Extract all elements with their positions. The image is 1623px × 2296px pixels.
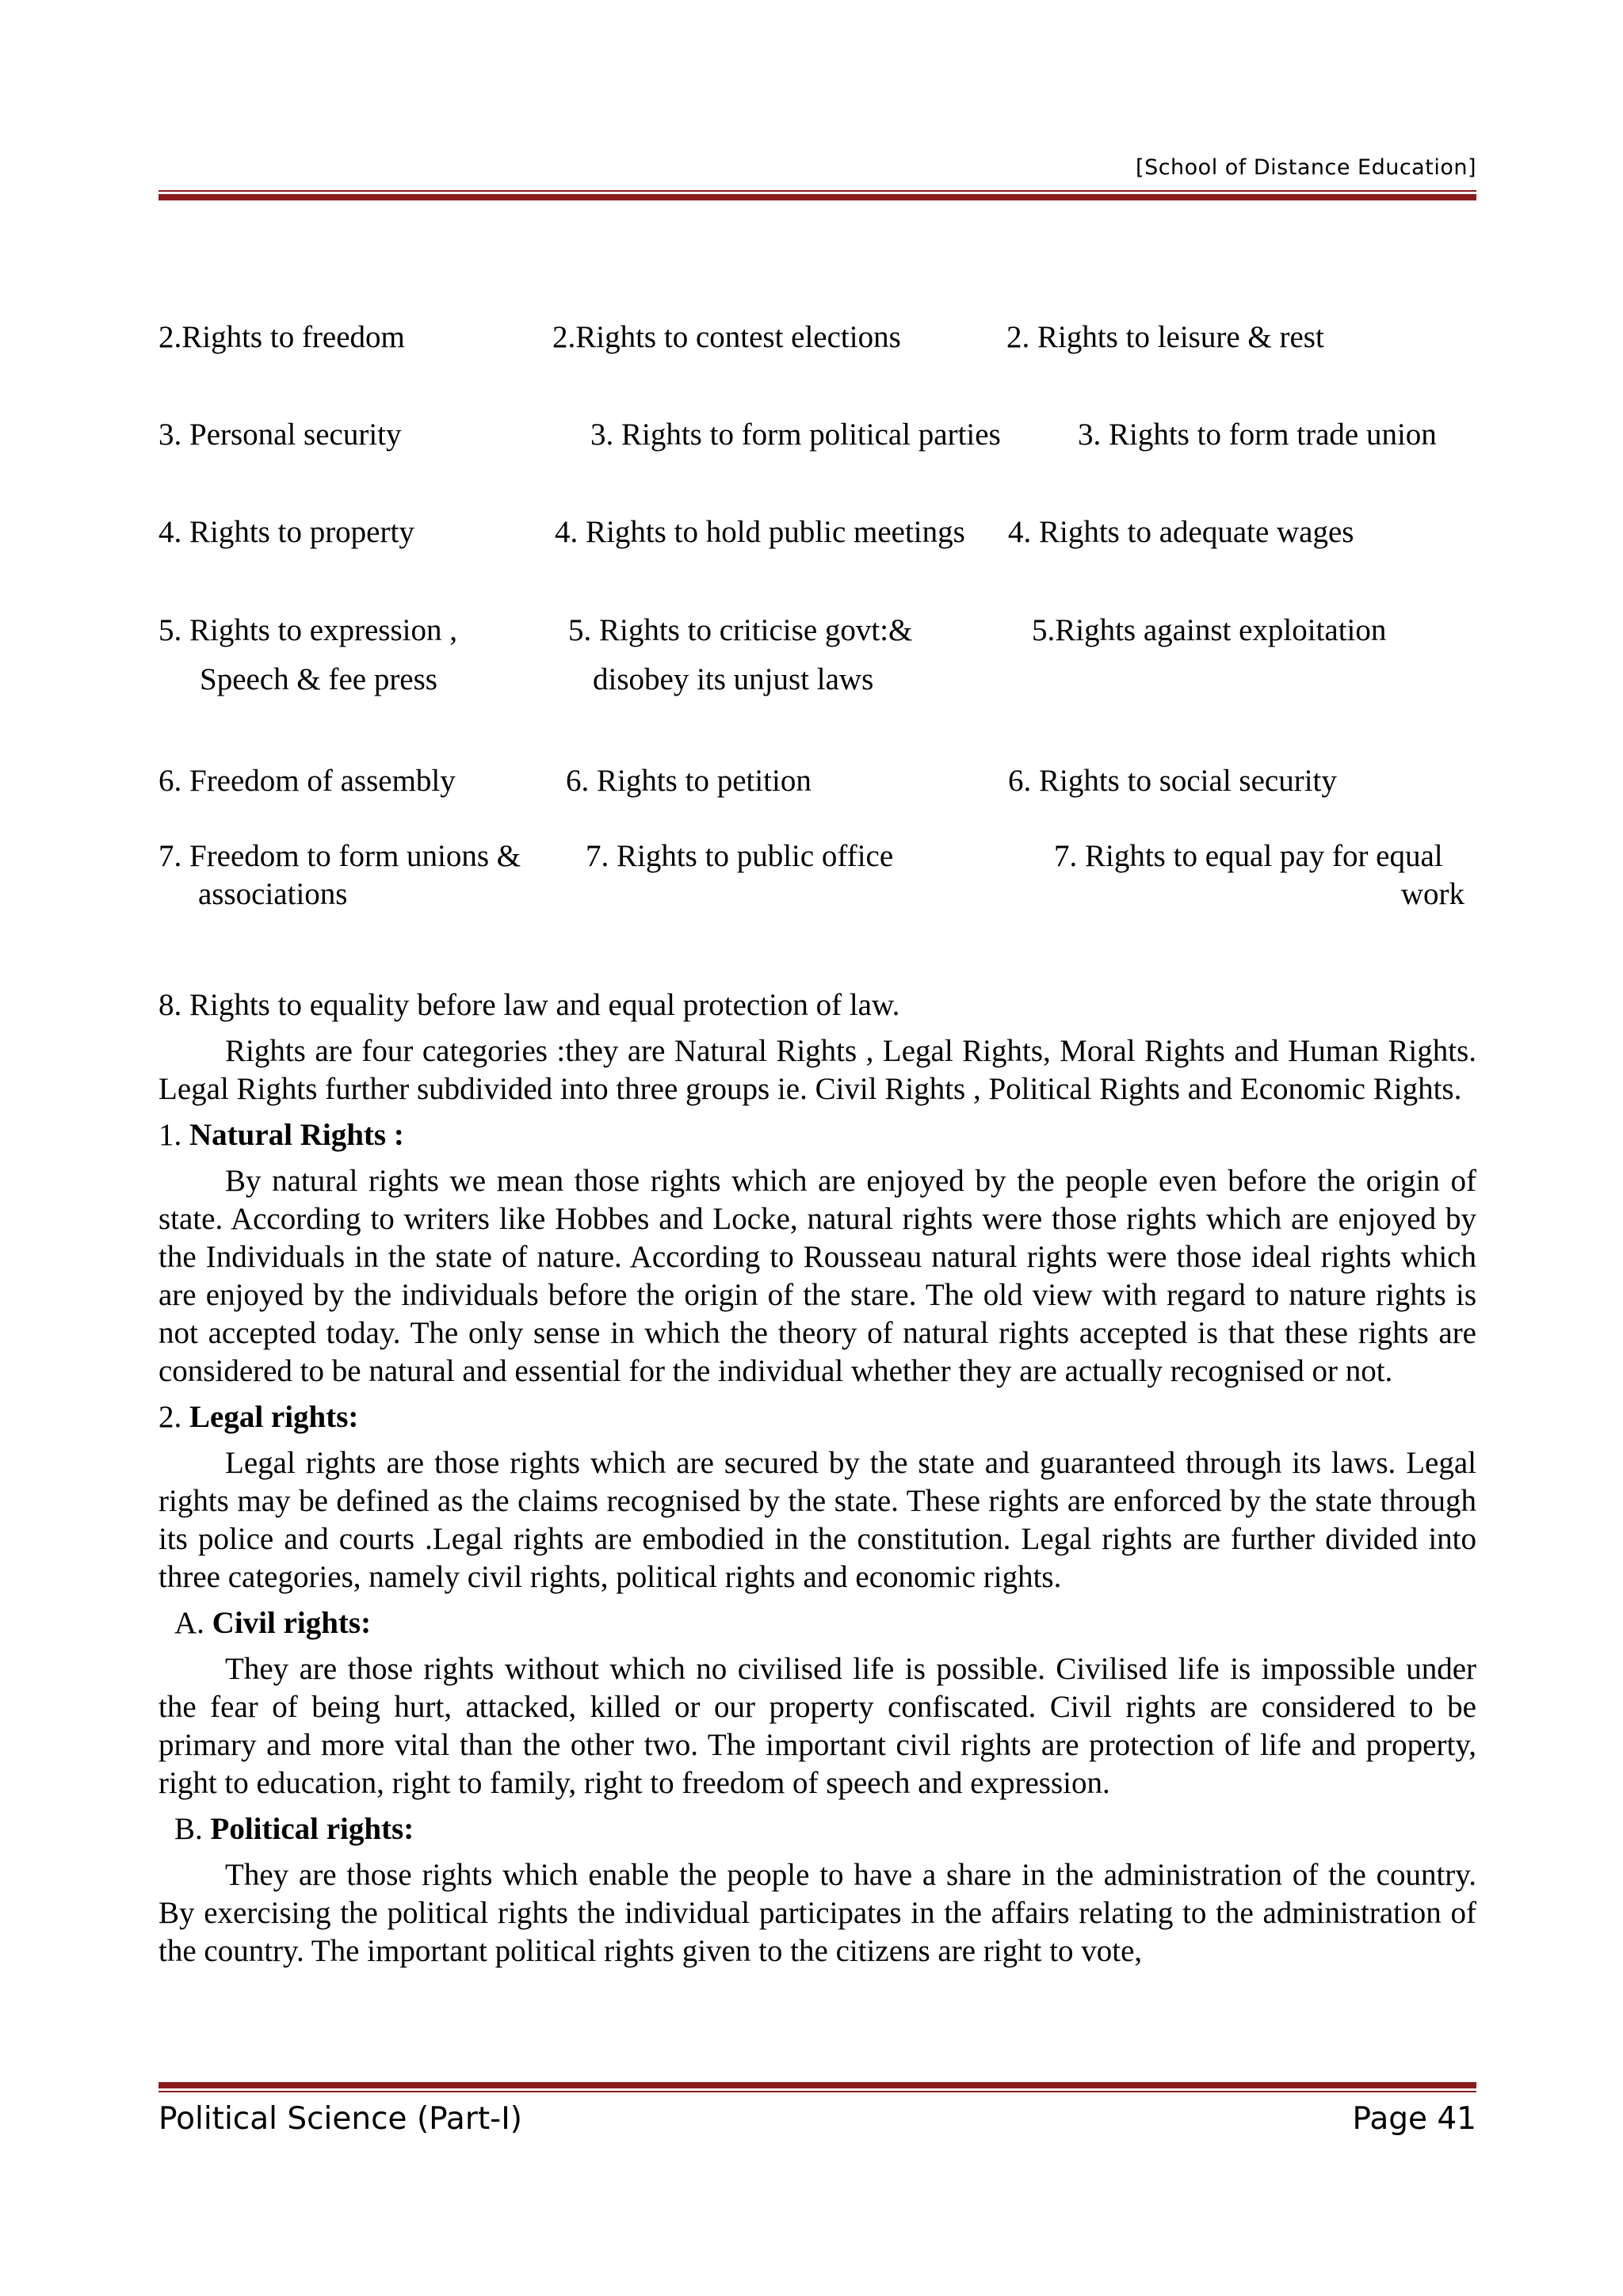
- table-cell: 7. Rights to public office: [586, 839, 894, 873]
- footer-rule: [158, 2082, 1476, 2092]
- table-cell: 5. Rights to expression ,: [158, 613, 457, 647]
- table-cell: 3. Rights to form trade union: [1078, 418, 1437, 452]
- table-cell: 6. Rights to social security: [1008, 764, 1337, 798]
- table-cell: 6. Rights to petition: [566, 764, 812, 798]
- table-cell: 2.Rights to contest elections: [552, 320, 901, 354]
- heading-civil-rights: A. Civil rights:: [174, 1606, 372, 1640]
- table-cell: 5. Rights to criticise govt:&: [568, 613, 913, 647]
- paragraph-equality: 8. Rights to equality before law and equal protection of law.: [158, 988, 900, 1022]
- table-cell: 7. Freedom to form unions &: [158, 839, 521, 873]
- header-rule: [158, 190, 1476, 200]
- paragraph-natural-rights: By natural rights we mean those rights which are enjoyed by the people even before the origin of state. According to writers like Hobbes and Locke, natural rights were those rights which are enjoyed by the Individuals in the state of nature. According to Rousseau natural rights were those ideal rights which are enjoyed by the individuals before the origin of the stare. The old view with regard to nature rights is not accepted today. The only sense in which the theory of natural rights accepted is that these rights are considered to be natural and essential for the individual whether they are actually recognised or not.: [158, 1164, 1476, 1388]
- table-cell: 3. Personal security: [158, 418, 402, 452]
- table-cell: 4. Rights to property: [158, 515, 414, 549]
- body-text: [158, 986, 1476, 1978]
- table-cell: 7. Rights to equal pay for equal: [1054, 839, 1443, 873]
- table-cell: associations: [198, 877, 348, 911]
- heading-natural-rights: 1. Natural Rights :: [158, 1118, 404, 1152]
- heading-political-rights: B. Political rights:: [174, 1812, 414, 1846]
- table-cell: work: [1400, 877, 1465, 911]
- heading-legal-rights: 2. Legal rights:: [158, 1400, 359, 1434]
- table-cell: 4. Rights to adequate wages: [1008, 515, 1354, 549]
- page-number: Page 41: [1352, 2101, 1476, 2137]
- table-cell: Speech & fee press: [200, 662, 437, 696]
- table-cell: 2.Rights to freedom: [158, 320, 405, 354]
- table-cell: 4. Rights to hold public meetings: [555, 515, 965, 549]
- paragraph-civil-rights: They are those rights without which no civilised life is possible. Civilised life is impossible under the fear of being hurt, attacked, killed or our property confiscated. Civil rights are considered to be primary and more vital than the other two. The important civil rights are protection of life and property, right to education, right to family, right to freedom of speech and expression.: [158, 1652, 1476, 1800]
- table-cell: 5.Rights against exploitation: [1032, 613, 1387, 647]
- table-cell: 2. Rights to leisure & rest: [1006, 320, 1324, 354]
- table-cell: 6. Freedom of assembly: [158, 764, 456, 798]
- footer-course-title: Political Science (Part-I): [158, 2101, 522, 2137]
- paragraph-categories: Rights are four categories :they are Natural Rights , Legal Rights, Moral Rights and Human Rights. Legal Rights further subdivided into three groups ie. Civil Rights , Political Rights and Economic Rights.: [158, 1034, 1476, 1106]
- paragraph-legal-rights: Legal rights are those rights which are secured by the state and guaranteed through its laws. Legal rights may be defined as the claims recognised by the state. These rights are enforced by the state through its police and courts .Legal rights are embodied in the constitution. Legal rights are further divided into three categories, namely civil rights, political rights and economic rights.: [158, 1446, 1476, 1594]
- table-cell: disobey its unjust laws: [593, 662, 874, 696]
- table-cell: 3. Rights to form political parties: [590, 418, 1001, 452]
- header-text: [School of Distance Education]: [1136, 155, 1476, 180]
- paragraph-political-rights: They are those rights which enable the people to have a share in the administration of the country. By exercising the political rights the individual participates in the affairs relating to the administration of the country. The important political rights given to the citizens are right to vote,: [158, 1858, 1476, 1968]
